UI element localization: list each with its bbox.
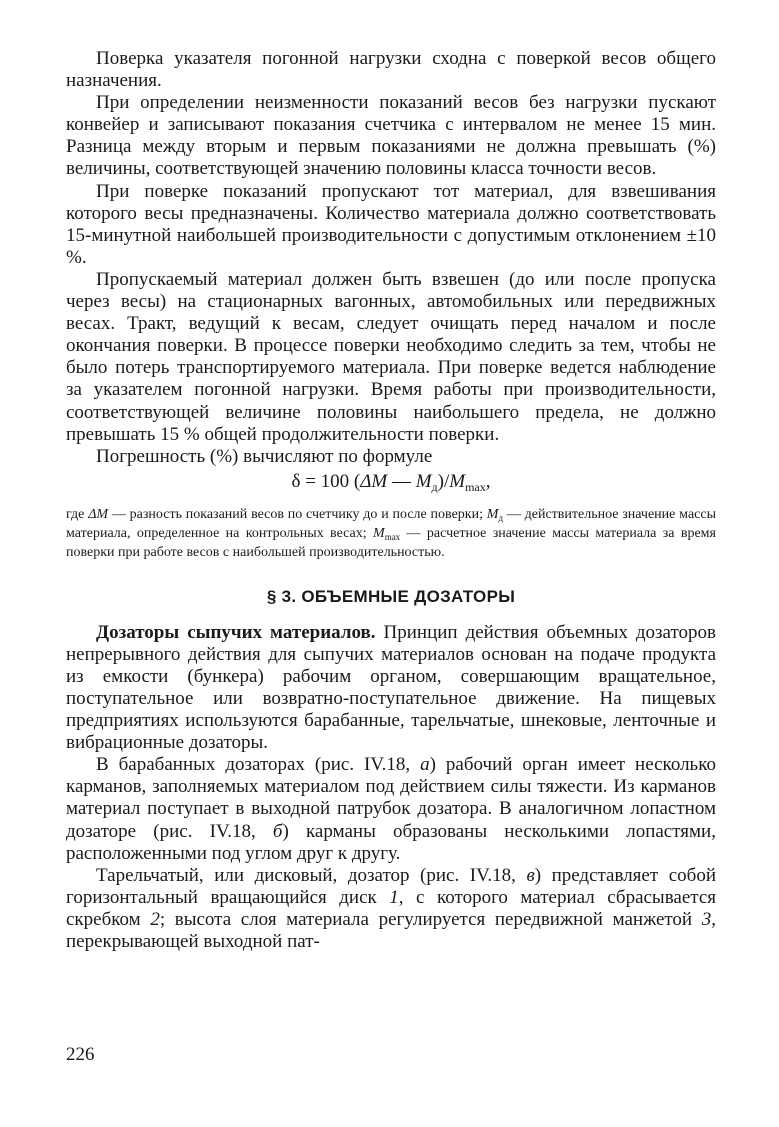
drum-text-1: В барабанных дозаторах (рис. IV.18, [96,754,421,776]
drum-fig-a: а [420,754,430,776]
disc-text-4: ; высота слоя материала регулируется передвижной манжетой [159,908,702,930]
drum-text-3: ) карманы образованы несколькими лопастями, расположенными под углом друг к другу. [66,820,716,864]
section-title: § 3. ОБЪЕМНЫЕ ДОЗАТОРЫ [266,586,516,606]
page-number: 226 [66,1044,95,1065]
paragraph-5: Погрешность (%) вычисляют по формуле [96,445,433,467]
paragraph-disc [66,865,716,953]
formula-md: M [415,470,432,492]
disc-text-3: , с которого материал сбрасывается скребком [66,886,716,930]
paragraph-drum [66,754,716,864]
formula-mmax-sub: max [465,479,486,494]
page-body [66,48,716,953]
disc-fig-v: в [526,864,535,886]
note-dm: ΔM [88,506,109,522]
paragraph-4: Пропускаемый материал должен быть взвешен (до или после пропуска через весы) на стационарных вагонных, автомобильных или передвижных весах. Тракт, ведущий к весам, следует очищать перед началом и после окончания поверки. В процессе поверки необходимо следить за тем, чтобы не было потерь транспортируемого материала. При поверке ведется наблюдение за указателем погонной нагрузки. Время работы при производительности, соответствующей величине половины наибольшего предела, не должно превышать 15 % общей продолжительности поверки. [66,268,716,445]
lead-heading: Дозаторы сыпучих материалов. [96,621,376,643]
note-text-4: — расчетное значение массы материала за время поверки при работе весов с наибольшей производительностью. [66,526,716,561]
disc-text-1: Тарельчатый, или дисковый, дозатор (рис. IV.18, [96,864,527,886]
note-text-1: где [66,506,89,522]
formula-mmax: M [449,470,466,492]
formula-note [66,507,716,562]
formula-minus: — [387,470,416,492]
note-text-3: — действительное значение массы материала, определенное на контрольных весах; [66,506,716,542]
disc-text-5: , перекрывающей выходной пат- [66,908,716,952]
formula-md-sub: д [431,479,438,494]
disc-text-2: ) представляет собой горизонтальный вращающийся диск [66,864,716,908]
formula-dm: ΔM [360,470,388,492]
drum-fig-b: б [272,820,283,842]
formula-delta: δ [291,470,301,492]
paragraph-1: Поверка указателя погонной нагрузки сходна с поверкой весов общего назначения. [66,48,716,92]
formula-div: )/ [437,470,450,492]
disc-ref-2: 2 [150,908,160,930]
note-mmax: M [373,526,385,542]
paragraph-2: При определении неизменности показаний весов без нагрузки пускают конвейер и записывают показания счетчика с интервалом не менее 15 мин. Разница между вторым и первым показаниями не должна превышать (%) величины, соответствующей значению половины класса точности весов. [66,92,716,180]
formula-end: , [485,470,491,492]
note-text-2: — разность показаний весов по счетчику до и после поверки; [108,506,487,522]
paragraph-3: При поверке показаний пропускают тот материал, для взвешивания которого весы предназначены. Количество материала должно соответствовать 15-минутной наибольшей производительности с допустимым отклонением ±10 %. [66,180,716,268]
note-md-sub: д [498,512,504,523]
drum-text-2: ) рабочий орган имеет несколько карманов, заполняемых материалом под действием силы тяжести. Из карманов материал поступает в выходной патрубок дозатора. В аналогичном лопастном дозаторе (рис. IV.18, [66,754,716,842]
disc-ref-1: 1 [389,886,399,908]
paragraph-lead [66,622,716,755]
lead-text: Принцип действия объемных дозаторов непрерывного действия для сыпучих материалов основан на подаче продукта из емкости (бункера) рабочим органом, совершающим вращательное, поступательное или возвратно-поступательное движение. На пищевых предприятиях используются барабанные, тарельчатые, шнековые, ленточные и вибрационные дозаторы. [66,621,716,754]
disc-ref-3: 3 [701,908,712,930]
formula-eq: = 100 ( [305,470,361,492]
note-mmax-sub: max [384,532,401,543]
error-formula [66,470,716,499]
note-md: M [486,506,499,522]
